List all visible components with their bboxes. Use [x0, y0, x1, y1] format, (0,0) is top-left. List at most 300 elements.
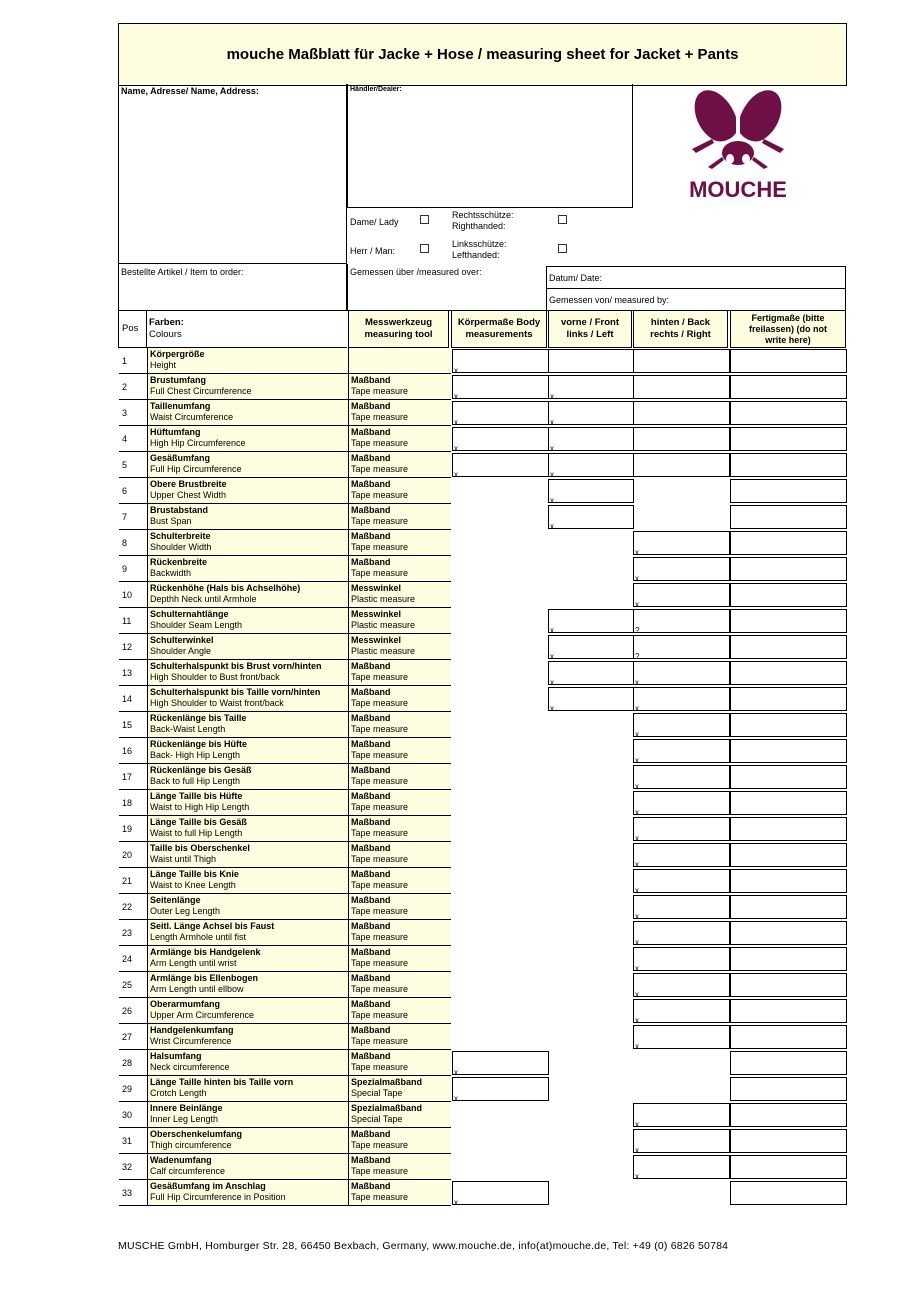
cell-marker: x [635, 808, 639, 817]
measuring-tool [348, 608, 451, 634]
tool-en: Plastic measure [351, 620, 416, 630]
tool-de: Maßband [351, 739, 391, 749]
measuring-tool [348, 972, 451, 998]
back-right-cell[interactable] [633, 999, 730, 1023]
table-row [119, 426, 848, 452]
cell-marker: x [635, 964, 639, 973]
measurement-name-en: Waist to High Hip Length [150, 802, 250, 812]
row-pos: 28 [119, 1050, 147, 1076]
table-row [119, 1154, 848, 1180]
front-left-cell[interactable] [548, 375, 634, 399]
cell-marker: x [550, 678, 554, 687]
tool-de: Maßband [351, 1129, 391, 1139]
tool-de: Maßband [351, 1051, 391, 1061]
lefthanded-checkbox[interactable] [558, 244, 567, 253]
measurement-name [147, 1076, 348, 1102]
cell-marker: x [550, 704, 554, 713]
table-row [119, 790, 848, 816]
measurement-name-en: Waist to Knee Length [150, 880, 236, 890]
row-pos: 4 [119, 426, 147, 452]
cell-marker: x [635, 600, 639, 609]
measurement-name [147, 348, 348, 374]
measurement-name-en: Height [150, 360, 177, 370]
measurement-name [147, 660, 348, 686]
row-pos: 18 [119, 790, 147, 816]
cell-marker: x [635, 574, 639, 583]
body-measurement-cell[interactable] [452, 427, 549, 451]
back-right-cell[interactable] [633, 635, 730, 659]
tool-en: Tape measure [351, 958, 409, 968]
measuring-tool [348, 504, 451, 530]
measurement-name-de: Oberschenkelumfang [150, 1129, 243, 1139]
tool-en: Special Tape [351, 1114, 403, 1124]
tool-de: Maßband [351, 921, 391, 931]
measurement-name-en: Shoulder Width [150, 542, 212, 552]
finished-measurement-cell[interactable] [730, 349, 847, 373]
finished-measurement-cell[interactable] [730, 479, 847, 503]
front-left-cell[interactable] [548, 687, 634, 711]
measuring-tool [348, 868, 451, 894]
tool-en: Tape measure [351, 1166, 409, 1176]
logo [678, 87, 798, 205]
measurement-name-de: Körpergröße [150, 349, 205, 359]
finished-measurement-cell[interactable] [730, 713, 847, 737]
measurement-name-de: Halsumfang [150, 1051, 202, 1061]
finished-measurement-cell[interactable] [730, 687, 847, 711]
righthanded-checkbox[interactable] [558, 215, 567, 224]
name-address-label: Name, Adresse/ Name, Address: [121, 86, 259, 96]
back-right-cell[interactable] [633, 895, 730, 919]
back-right-cell[interactable] [633, 583, 730, 607]
body-measurement-cell[interactable] [452, 1077, 549, 1101]
measuring-tool [348, 920, 451, 946]
row-pos: 23 [119, 920, 147, 946]
measurement-name-de: Rückenhöhe (Hals bis Achselhöhe) [150, 583, 301, 593]
row-pos: 24 [119, 946, 147, 972]
measuring-tool [348, 842, 451, 868]
tool-en: Tape measure [351, 724, 409, 734]
tool-de: Maßband [351, 401, 391, 411]
tool-de: Maßband [351, 895, 391, 905]
back-right-cell[interactable] [633, 557, 730, 581]
measuring-tool [348, 1024, 451, 1050]
back-right-cell[interactable] [633, 843, 730, 867]
finished-measurement-cell[interactable] [730, 843, 847, 867]
measurement-name-de: Seitl. Länge Achsel bis Faust [150, 921, 275, 931]
table-row [119, 608, 848, 634]
table-row [119, 894, 848, 920]
finished-measurement-cell[interactable] [730, 817, 847, 841]
table-row [119, 374, 848, 400]
tool-en: Tape measure [351, 1062, 409, 1072]
cell-marker: x [635, 782, 639, 791]
man-label: Herr / Man: [350, 246, 396, 256]
cell-marker: x [550, 418, 554, 427]
measurement-name-de: Seitenlänge [150, 895, 201, 905]
measurement-name [147, 1180, 348, 1206]
front-left-cell[interactable] [548, 609, 634, 633]
tool-en: Tape measure [351, 1010, 409, 1020]
table-row [119, 634, 848, 660]
measurement-name-de: Hüftumfang [150, 427, 201, 437]
measuring-tool [348, 452, 451, 478]
left-label-2: Lefthanded: [452, 250, 500, 260]
measurement-name [147, 972, 348, 998]
tool-de: Messwinkel [351, 635, 402, 645]
measurement-name-en: Length Armhole until fist [150, 932, 247, 942]
measurement-name-en: Wrist Circumference [150, 1036, 232, 1046]
back-right-cell[interactable] [633, 375, 730, 399]
back-right-cell[interactable] [633, 609, 730, 633]
tool-en: Special Tape [351, 1088, 403, 1098]
cell-marker: x [635, 704, 639, 713]
table-row [119, 946, 848, 972]
measurement-name-de: Rückenlänge bis Hüfte [150, 739, 248, 749]
right-label-2: Righthanded: [452, 221, 506, 231]
measurement-name-de: Schulternahtlänge [150, 609, 229, 619]
measurement-name-de: Brustabstand [150, 505, 209, 515]
tool-de: Messwinkel [351, 609, 402, 619]
measurement-name-en: Upper Arm Circumference [150, 1010, 255, 1020]
finished-measurement-cell[interactable] [730, 1051, 847, 1075]
measurement-name [147, 686, 348, 712]
measurement-name [147, 998, 348, 1024]
finished-measurement-cell[interactable] [730, 765, 847, 789]
finished-measurement-cell[interactable] [730, 583, 847, 607]
tool-de: Maßband [351, 453, 391, 463]
back-right-cell[interactable] [633, 349, 730, 373]
measuring-tool [348, 530, 451, 556]
back-right-cell[interactable] [633, 973, 730, 997]
front-left-cell[interactable] [548, 349, 634, 373]
cell-marker: x [454, 392, 458, 401]
table-row [119, 504, 848, 530]
measurement-name-en: Back-Waist Length [150, 724, 226, 734]
cell-marker: x [550, 496, 554, 505]
finished-measurement-cell[interactable] [730, 869, 847, 893]
measurement-name-de: Schulterhalspunkt bis Brust vorn/hinten [150, 661, 322, 671]
measurement-name [147, 582, 348, 608]
measuring-tool [348, 374, 451, 400]
front-left-cell[interactable] [548, 479, 634, 503]
row-pos: 14 [119, 686, 147, 712]
cell-marker: x [635, 1016, 639, 1025]
tool-de: Maßband [351, 947, 391, 957]
finished-measurement-cell[interactable] [730, 531, 847, 555]
measurement-name-en: Outer Leg Length [150, 906, 221, 916]
tool-de: Maßband [351, 999, 391, 1009]
table-row [119, 452, 848, 478]
finished-measurement-cell[interactable] [730, 1181, 847, 1205]
table-row [119, 686, 848, 712]
measurement-name-en: Full Hip Circumference [150, 464, 242, 474]
tool-en: Tape measure [351, 1192, 409, 1202]
finished-measurement-cell[interactable] [730, 1129, 847, 1153]
finished-measurement-cell[interactable] [730, 1155, 847, 1179]
name-address-box[interactable] [118, 84, 347, 264]
table-row [119, 738, 848, 764]
cell-marker: x [635, 938, 639, 947]
measurement-name-en: Neck circumference [150, 1062, 230, 1072]
measuring-tool [348, 426, 451, 452]
back-right-cell[interactable] [633, 1155, 730, 1179]
measuring-tool [348, 660, 451, 686]
lady-label: Dame/ Lady [350, 217, 399, 227]
body-measurement-cell[interactable] [452, 1051, 549, 1075]
table-row [119, 1024, 848, 1050]
tool-en: Tape measure [351, 464, 409, 474]
finished-measurement-cell[interactable] [730, 895, 847, 919]
tool-en: Tape measure [351, 984, 409, 994]
front-header: vorne / Front links / Left [548, 310, 632, 348]
tool-de: Messwinkel [351, 583, 402, 593]
measurement-name-en: Waist Circumference [150, 412, 234, 422]
finished-measurement-cell[interactable] [730, 1077, 847, 1101]
measurement-name-de: Obere Brustbreite [150, 479, 227, 489]
measurement-name [147, 1102, 348, 1128]
measuring-tool [348, 556, 451, 582]
ordered-label: Bestellte Artikel / Item to order: [121, 267, 244, 277]
row-pos: 8 [119, 530, 147, 556]
finished-measurement-cell[interactable] [730, 921, 847, 945]
back-right-cell[interactable] [633, 713, 730, 737]
body-measurement-cell[interactable] [452, 1181, 549, 1205]
measurement-name [147, 816, 348, 842]
back-right-cell[interactable] [633, 427, 730, 451]
finished-measurement-cell[interactable] [730, 453, 847, 477]
man-checkbox[interactable] [420, 244, 429, 253]
cell-marker: ? [635, 652, 640, 661]
tool-en: Tape measure [351, 698, 409, 708]
dealer-box[interactable] [347, 84, 633, 208]
measuring-tool [348, 1102, 451, 1128]
tool-en: Tape measure [351, 880, 409, 890]
table-row [119, 842, 848, 868]
logo-text: MOUCHE [689, 177, 787, 202]
tool-de: Maßband [351, 973, 391, 983]
measurement-name [147, 556, 348, 582]
back-right-cell[interactable] [633, 947, 730, 971]
table-row [119, 868, 848, 894]
measurement-name [147, 790, 348, 816]
back-right-cell[interactable] [633, 869, 730, 893]
measurement-name-de: Armlänge bis Handgelenk [150, 947, 261, 957]
measurement-name [147, 712, 348, 738]
cell-marker: x [635, 834, 639, 843]
measurement-name-de: Schulterbreite [150, 531, 211, 541]
finished-measurement-cell[interactable] [730, 1025, 847, 1049]
finished-measurement-cell[interactable] [730, 739, 847, 763]
finished-measurement-cell[interactable] [730, 973, 847, 997]
cell-marker: x [454, 418, 458, 427]
measuring-tool [348, 998, 451, 1024]
front-left-cell[interactable] [548, 401, 634, 425]
back-right-cell[interactable] [633, 791, 730, 815]
table-row [119, 530, 848, 556]
measurement-name-de: Schulterwinkel [150, 635, 214, 645]
measurement-name [147, 608, 348, 634]
measurement-name [147, 452, 348, 478]
measurement-name-de: Länge Taille bis Hüfte [150, 791, 243, 801]
finished-measurement-cell[interactable] [730, 791, 847, 815]
finished-measurement-cell[interactable] [730, 999, 847, 1023]
back-right-cell[interactable] [633, 921, 730, 945]
cell-marker: x [454, 1094, 458, 1103]
measurement-name-de: Brustumfang [150, 375, 206, 385]
tool-en: Tape measure [351, 932, 409, 942]
back-right-cell[interactable] [633, 531, 730, 555]
measurement-name-de: Oberarmumfang [150, 999, 221, 1009]
finished-measurement-cell[interactable] [730, 401, 847, 425]
measurement-name-en: Upper Chest Width [150, 490, 227, 500]
measurement-name-en: Thigh circumference [150, 1140, 232, 1150]
tool-de: Maßband [351, 557, 391, 567]
back-right-cell[interactable] [633, 817, 730, 841]
measuring-tool [348, 1128, 451, 1154]
measurement-name-en: Back to full Hip Length [150, 776, 241, 786]
tool-de: Spezialmaßband [351, 1103, 423, 1113]
measuring-tool [348, 1050, 451, 1076]
measuring-tool [348, 1076, 451, 1102]
row-pos: 21 [119, 868, 147, 894]
finished-measurement-cell[interactable] [730, 661, 847, 685]
finished-measurement-cell[interactable] [730, 375, 847, 399]
tool-en: Tape measure [351, 1140, 409, 1150]
row-pos: 5 [119, 452, 147, 478]
row-pos: 6 [119, 478, 147, 504]
body-measurement-cell[interactable] [452, 349, 549, 373]
measurement-name-en: Shoulder Angle [150, 646, 212, 656]
front-left-cell[interactable] [548, 661, 634, 685]
tool-de: Maßband [351, 869, 391, 879]
measuring-tool [348, 582, 451, 608]
cell-marker: ? [635, 626, 640, 635]
finished-measurement-cell[interactable] [730, 947, 847, 971]
table-row [119, 764, 848, 790]
measurement-name-en: Arm Length until wrist [150, 958, 237, 968]
measurement-name-de: Länge Taille hinten bis Taille vorn [150, 1077, 294, 1087]
row-pos: 29 [119, 1076, 147, 1102]
cell-marker: x [635, 912, 639, 921]
finished-measurement-cell[interactable] [730, 505, 847, 529]
finished-measurement-cell[interactable] [730, 635, 847, 659]
front-left-cell[interactable] [548, 427, 634, 451]
measurement-name [147, 374, 348, 400]
cell-marker: x [454, 1068, 458, 1077]
measuring-tool [348, 946, 451, 972]
measuring-tool [348, 348, 451, 374]
tool-de: Maßband [351, 713, 391, 723]
finished-measurement-cell[interactable] [730, 557, 847, 581]
lady-checkbox[interactable] [420, 215, 429, 224]
back-right-cell[interactable] [633, 661, 730, 685]
body-header: Körpermaße Body measurements [451, 310, 547, 348]
body-measurement-cell[interactable] [452, 375, 549, 399]
measurement-name-en: Shoulder Seam Length [150, 620, 243, 630]
cell-marker: x [635, 990, 639, 999]
measurement-name-de: Wadenumfang [150, 1155, 212, 1165]
back-right-cell[interactable] [633, 765, 730, 789]
back-right-cell[interactable] [633, 739, 730, 763]
measurement-name [147, 1050, 348, 1076]
measurement-name-de: Rückenbreite [150, 557, 208, 567]
tool-de: Spezialmaßband [351, 1077, 423, 1087]
tool-en: Tape measure [351, 412, 409, 422]
tool-en: Tape measure [351, 1036, 409, 1046]
left-label-1: Linksschütze: [452, 239, 507, 249]
table-row [119, 816, 848, 842]
measurement-name-en: Waist to full Hip Length [150, 828, 243, 838]
footer: MUSCHE GmbH, Homburger Str. 28, 66450 Bexbach, Germany, www.mouche.de, info(at)mouche.de, Tel: +49 (0) 6826 50784 [118, 1240, 729, 1252]
sheet-title: mouche Maßblatt für Jacke + Hose / measuring sheet for Jacket + Pants [118, 23, 847, 86]
measurement-name-de: Gesäßumfang im Anschlag [150, 1181, 266, 1191]
measurement-name-en: Inner Leg Length [150, 1114, 219, 1124]
row-pos: 7 [119, 504, 147, 530]
tool-de: Maßband [351, 375, 391, 385]
colours-header: Farben: Colours [146, 310, 347, 348]
finished-measurement-cell[interactable] [730, 1103, 847, 1127]
tool-de: Maßband [351, 1181, 391, 1191]
measurement-name [147, 1128, 348, 1154]
row-pos: 16 [119, 738, 147, 764]
back-right-cell[interactable] [633, 1025, 730, 1049]
back-right-cell[interactable] [633, 1103, 730, 1127]
cell-marker: x [454, 1198, 458, 1207]
measurement-name-en: Backwidth [150, 568, 192, 578]
back-right-cell[interactable] [633, 401, 730, 425]
measurement-name-en: High Hip Circumference [150, 438, 246, 448]
table-row [119, 1076, 848, 1102]
measurement-name [147, 478, 348, 504]
tool-de: Maßband [351, 843, 391, 853]
row-pos: 11 [119, 608, 147, 634]
table-row [119, 712, 848, 738]
body-measurement-cell[interactable] [452, 453, 549, 477]
tool-en: Tape measure [351, 438, 409, 448]
measuring-tool [348, 894, 451, 920]
row-pos: 27 [119, 1024, 147, 1050]
front-left-cell[interactable] [548, 635, 634, 659]
row-pos: 19 [119, 816, 147, 842]
body-measurement-cell[interactable] [452, 401, 549, 425]
measurement-name-en: Crotch Length [150, 1088, 207, 1098]
measurement-name [147, 530, 348, 556]
row-pos: 20 [119, 842, 147, 868]
front-left-cell[interactable] [548, 505, 634, 529]
measurement-name-de: Taillenumfang [150, 401, 211, 411]
back-right-cell[interactable] [633, 1129, 730, 1153]
measuring-tool [348, 790, 451, 816]
cell-marker: x [550, 652, 554, 661]
cell-marker: x [550, 470, 554, 479]
measuring-tool [348, 686, 451, 712]
table-row [119, 1180, 848, 1206]
tool-en: Tape measure [351, 906, 409, 916]
row-pos: 3 [119, 400, 147, 426]
measurement-name [147, 634, 348, 660]
finished-measurement-cell[interactable] [730, 427, 847, 451]
back-right-cell[interactable] [633, 687, 730, 711]
measurement-name-en: Back- High Hip Length [150, 750, 241, 760]
measurement-name-en: Calf circumference [150, 1166, 226, 1176]
measurement-name-de: Innere Beinlänge [150, 1103, 223, 1113]
cell-marker: x [550, 522, 554, 531]
front-left-cell[interactable] [548, 453, 634, 477]
finished-measurement-cell[interactable] [730, 609, 847, 633]
tool-en: Plastic measure [351, 646, 416, 656]
row-pos: 2 [119, 374, 147, 400]
back-right-cell[interactable] [633, 453, 730, 477]
